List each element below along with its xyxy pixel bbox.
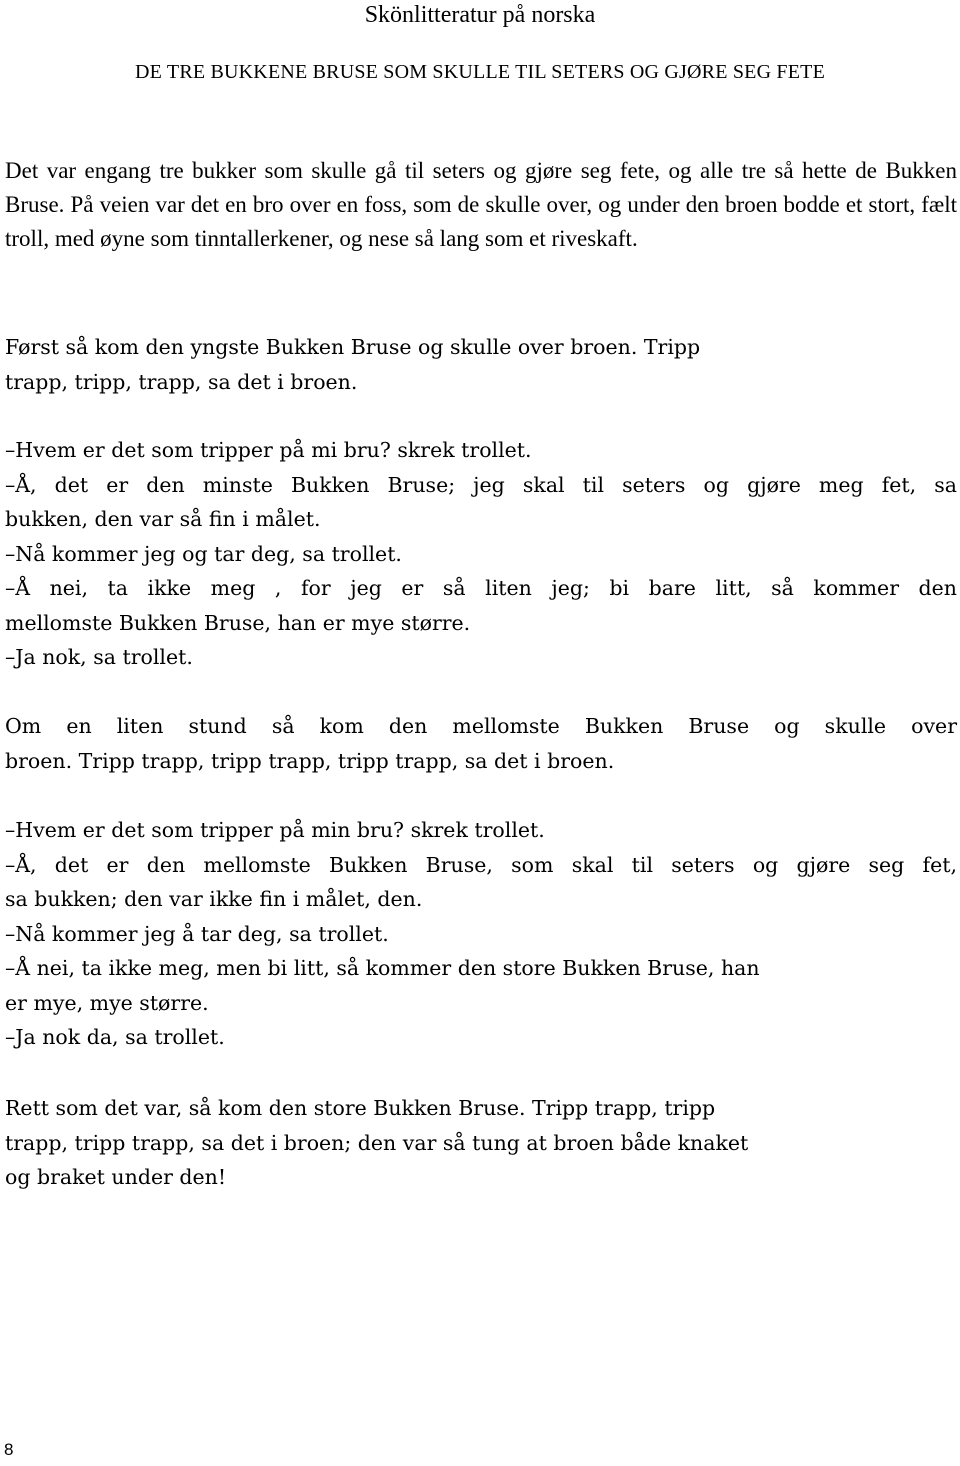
- dialog-line: –Ja nok, sa trollet.: [5, 645, 193, 669]
- dialog-line: –Å, det er den mellomste Bukken Bruse, som skal til seters og gjøre seg fet,: [5, 852, 957, 877]
- paragraph-line: Rett som det var, så kom den store Bukken Bruse. Tripp trapp, tripp: [5, 1096, 716, 1120]
- dialog-line: sa bukken; den var ikke fin i målet, den.: [5, 887, 423, 911]
- page-header-title: Skönlitteratur på norska: [364, 2, 596, 28]
- page-number: 8: [4, 1440, 14, 1459]
- paragraph-middle-goat: [5, 709, 957, 778]
- dialog-line: mellomste Bukken Bruse, han er mye større.: [5, 610, 471, 635]
- paragraph-line: broen. Tripp trapp, tripp trapp, tripp trapp, sa det i broen.: [5, 748, 615, 773]
- dialog-line: er mye, mye større.: [5, 990, 209, 1015]
- dialog-middle-goat: [5, 813, 957, 1055]
- paragraph-youngest-goat: [5, 330, 957, 399]
- dialog-line: –Hvem er det som tripper på min bru? skrek trollet.: [5, 818, 545, 842]
- paragraph-line: Først så kom den yngste Bukken Bruse og skulle over broen. Tripp: [5, 335, 701, 359]
- dialog-line: –Nå kommer jeg og tar deg, sa trollet.: [5, 541, 402, 566]
- paragraph-line: trapp, tripp, trapp, sa det i broen.: [5, 369, 358, 394]
- dialog-line: –Å, det er den minste Bukken Bruse; jeg skal til seters og gjøre meg fet, sa: [5, 472, 957, 497]
- dialog-line: –Hvem er det som tripper på mi bru? skrek trollet.: [5, 438, 532, 462]
- dialog-line: bukken, den var så fin i målet.: [5, 507, 321, 531]
- dialog-line: –Å nei, ta ikke meg, men bi litt, så kommer den store Bukken Bruse, han: [5, 956, 760, 980]
- dialog-youngest-goat: [5, 433, 957, 675]
- paragraph-line: og braket under den!: [5, 1165, 227, 1189]
- paragraph-line: Om en liten stund så kom den mellomste Bukken Bruse og skulle over: [5, 714, 957, 738]
- dialog-line: –Å nei, ta ikke meg , for jeg er så liten jeg; bi bare litt, så kommer den: [5, 576, 957, 600]
- dialog-line: –Ja nok da, sa trollet.: [5, 1025, 225, 1049]
- story-title: DE TRE BUKKENE BRUSE SOM SKULLE TIL SETERS OG GJØRE SEG FETE: [135, 61, 825, 83]
- paragraph-line: trapp, tripp trapp, sa det i broen; den var så tung at broen både knaket: [5, 1130, 749, 1155]
- paragraph-big-goat: [5, 1091, 957, 1195]
- dialog-line: –Nå kommer jeg å tar deg, sa trollet.: [5, 921, 389, 946]
- intro-paragraph: Det var engang tre bukker som skulle gå til seters og gjøre seg fete, og alle tre så hette de Bukken Bruse. På veien var det en bro over en foss, som de skulle over, og under den broen bodde et stort, fælt troll, med øyne som tinntallerkener, og nese så lang som et riveskaft.: [5, 158, 957, 251]
